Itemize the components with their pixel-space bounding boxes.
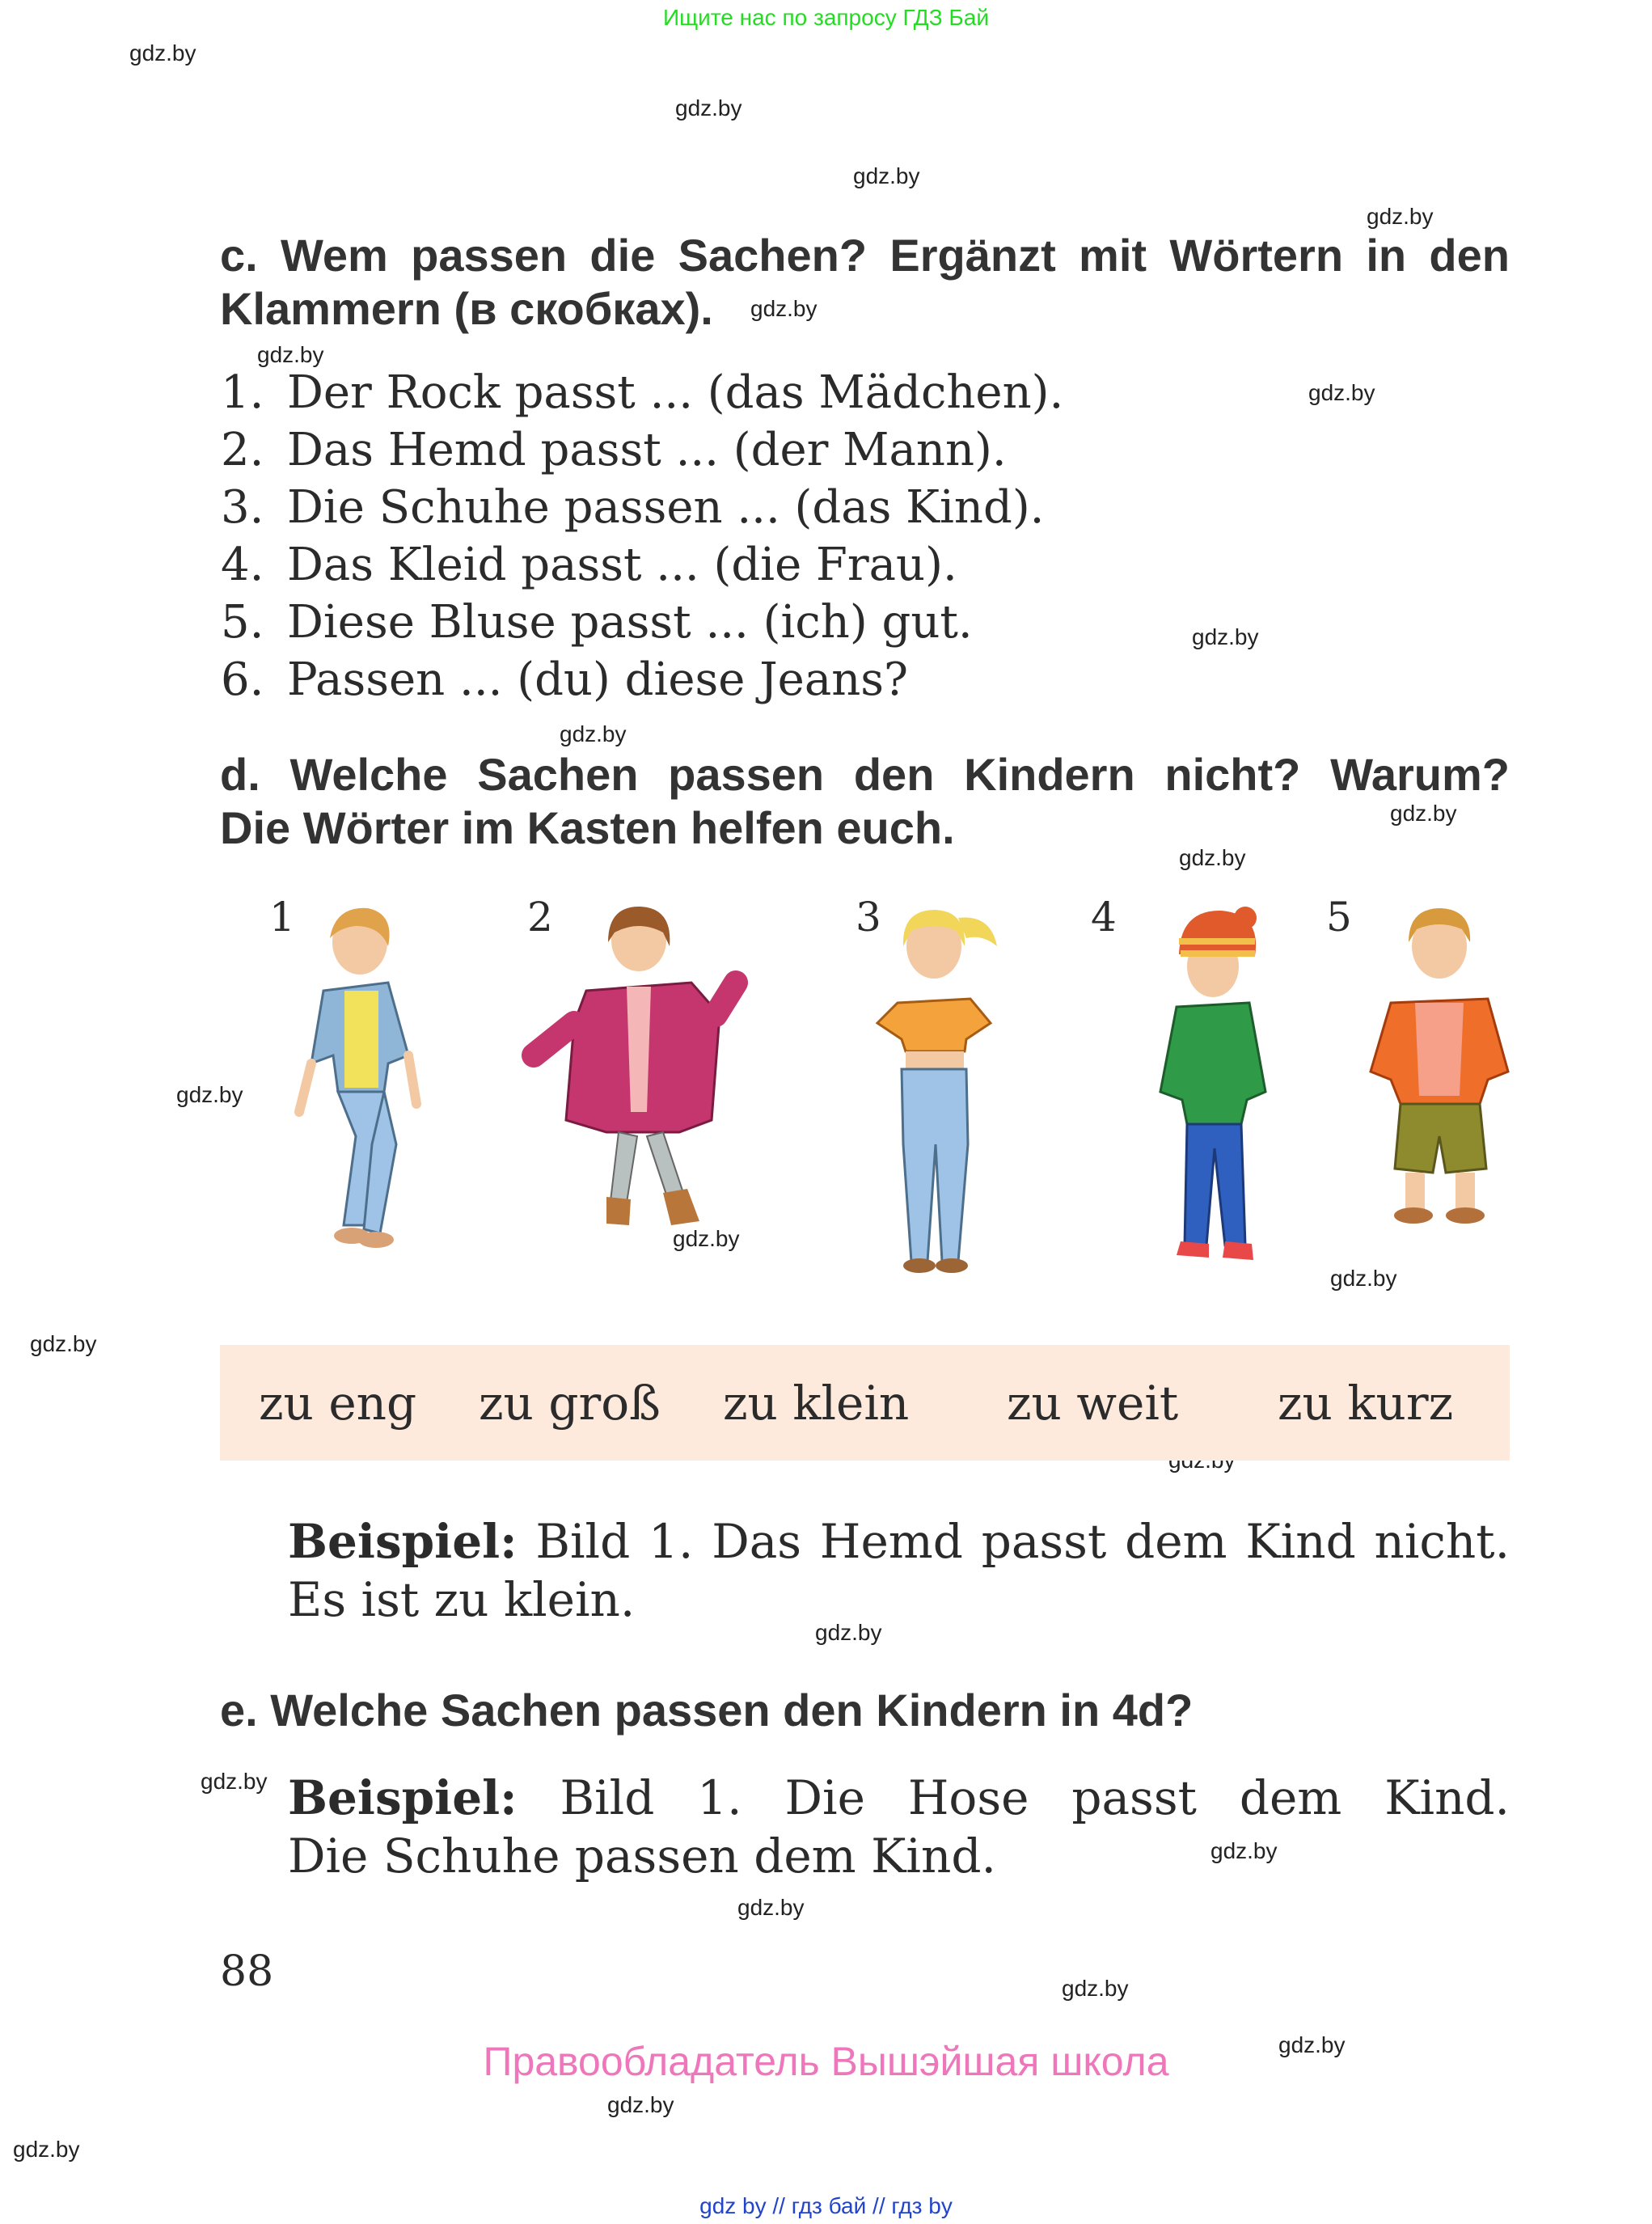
child-figure-3-illustration [853,902,1023,1278]
watermark: gdz.by [1367,204,1434,229]
word-box [220,1345,1510,1461]
list-item: 6. Passen ... (du) diese Jeans? [221,653,909,706]
task-d-heading-line2: Die Wörter im Kasten helfen euch. [220,802,955,853]
watermark: gdz.by [853,163,920,188]
example-label: Beispiel: [288,1770,518,1825]
watermark: gdz.by [815,1620,882,1645]
watermark: gdz.by [1278,2032,1346,2057]
watermark: gdz.by [607,2092,674,2117]
page-number: 88 [220,1947,274,1996]
list-item: 4. Das Kleid passt ... (die Frau). [221,539,957,591]
watermark: gdz.by [1308,380,1375,405]
task-d-heading [220,748,1510,855]
watermark: gdz.by [1390,801,1457,826]
watermark: gdz.by [1192,624,1259,649]
footer-links[interactable]: gdz by // гдз бай // гдз by [699,2193,953,2218]
task-d-heading-line1: d. Welche Sachen passen den Kindern nicht? Warum? [220,749,1510,800]
child-figure-2-illustration [518,902,752,1249]
child-figure-1-illustration [267,902,429,1266]
child-figure-4-illustration [1148,906,1278,1278]
watermark: gdz.by [1062,1976,1129,2001]
copyright-notice: Правообладатель Вышэйшая школа [483,2039,1169,2084]
watermark: gdz.by [560,721,627,746]
word-option: zu eng [259,1376,417,1431]
figure-number: 2 [527,894,553,941]
task-c-list [221,364,1063,708]
figure-number: 3 [856,894,881,941]
watermark: gdz.by [675,95,742,121]
watermark: gdz.by [750,296,818,321]
list-item: 5. Diese Bluse passt ... (ich) gut. [221,596,973,649]
watermark: gdz.by [13,2137,80,2162]
watermark: gdz.by [1330,1266,1397,1291]
watermark: gdz.by [737,1895,805,1920]
task-c-heading-line2: Klammern (в скобках). [220,283,713,334]
task-c-heading-line1: c. Wem passen die Sachen? Ergänzt mit Wörtern in den [220,230,1510,281]
task-e-heading: e. Welche Sachen passen den Kindern in 4d? [220,1685,1194,1736]
word-option: zu klein [723,1376,910,1431]
watermark: gdz.by [201,1769,268,1794]
figure-number: 4 [1091,894,1117,941]
watermark: gdz.by [1210,1838,1278,1863]
example-label: Beispiel: [288,1514,518,1569]
task-d-example: Beispiel: Bild 1. Das Hemd passt dem Kind nicht. Es ist zu klein. [288,1514,1510,1627]
task-c-heading [220,229,1510,336]
list-item: 1. Der Rock passt ... (das Mädchen). [221,366,1064,419]
task-e-example: Beispiel: Bild 1. Die Hose passt dem Kind. Die Schuhe passen dem Kind. [288,1770,1510,1884]
word-option: zu weit [1007,1376,1179,1431]
watermark: gdz.by [129,40,196,66]
top-banner: Ищите нас по запросу ГДЗ Бай [662,5,990,30]
figure-number: 1 [269,894,295,941]
word-option: zu groß [479,1376,661,1431]
word-option: zu kurz [1278,1376,1454,1431]
watermark: gdz.by [1179,845,1246,870]
list-item: 3. Die Schuhe passen ... (das Kind). [221,481,1045,534]
child-figure-5-illustration [1358,902,1520,1241]
figure-number: 5 [1326,894,1352,941]
watermark: gdz.by [176,1082,243,1107]
watermark: gdz.by [30,1331,97,1356]
watermark: gdz.by [257,342,324,367]
list-item: 2. Das Hemd passt ... (der Mann). [221,424,1007,476]
watermark: gdz.by [673,1226,740,1251]
